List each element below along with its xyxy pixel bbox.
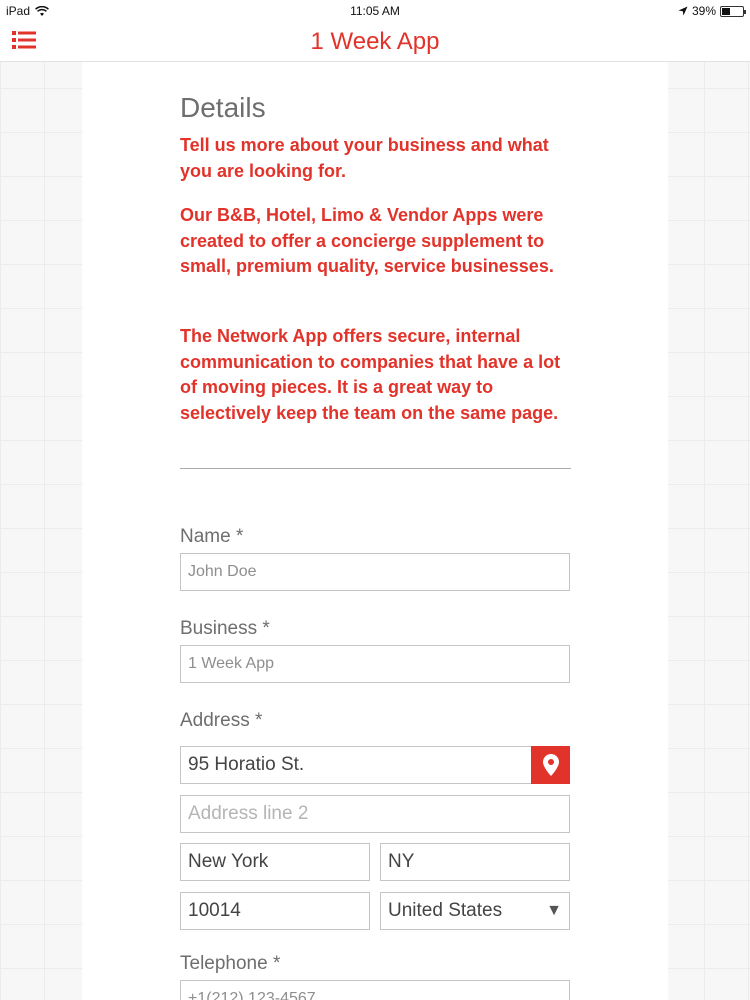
app-title: 1 Week App [310,28,440,55]
address-line2-input[interactable] [180,795,570,833]
intro-text: Tell us more about your business and what you are looking for. [180,135,549,181]
name-label: Name * [180,526,244,547]
zip-input[interactable] [180,892,370,930]
locate-address-button[interactable] [531,746,570,784]
details-card [82,62,668,1000]
country-select-value: United States [388,900,503,921]
battery-level [722,8,730,15]
business-input[interactable] [180,645,570,683]
dropdown-arrow-icon: ▼ [546,902,562,919]
city-input[interactable] [180,843,370,881]
nav-bar [0,22,750,62]
status-bar [0,0,750,22]
address-line1-input[interactable] [180,746,532,784]
name-input[interactable] [180,553,570,591]
map-pin-icon [543,754,559,776]
apps-description: Our B&B, Hotel, Limo & Vendor Apps were created to offer a concierge supplement to small, premium quality, service businesses. [180,205,554,276]
section-divider [180,468,571,469]
address-label: Address * [180,710,263,731]
status-time: 11:05 AM [350,4,400,18]
battery-percent: 39% [691,4,716,18]
telephone-label: Telephone * [180,953,281,974]
status-right [678,4,744,18]
details-heading: Details [180,92,266,123]
network-description: The Network App offers secure, internal communication to companies that have a lot of moving pieces. It is a great way to selectively keep the team on the same page. [180,326,561,423]
country-select[interactable] [380,892,570,930]
state-input[interactable] [380,843,570,881]
device-name: iPad [6,4,31,18]
telephone-input[interactable] [180,980,570,1000]
battery-icon [720,6,744,17]
business-label: Business * [180,618,270,639]
location-arrow-icon [678,6,688,16]
